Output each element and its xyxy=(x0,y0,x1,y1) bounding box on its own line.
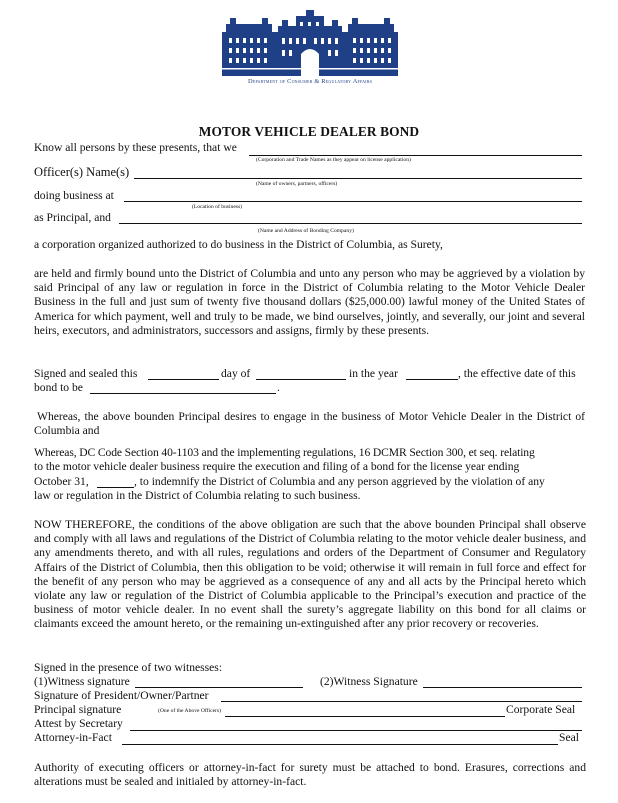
location-caption: (Location of business) xyxy=(192,204,243,210)
authority-paragraph: Authority of executing officers or attorney-in-fact for surety must be attached to bond. Erasures, corrections and alterations must be sealed and initialed by attorney-in-fact. xyxy=(34,761,586,789)
witness-1-label: (1)Witness signature xyxy=(34,675,130,688)
attest-label: Attest by Secretary xyxy=(34,717,123,730)
whereas-paragraph-1: Whereas, the above bounden Principal desires to engage in the business of Motor Vehicle Dealer in the District of Columbia and xyxy=(34,410,585,438)
effective-date-line[interactable] xyxy=(90,393,276,394)
as-principal-label: as Principal, and xyxy=(34,211,111,224)
principal-note: (One of the Above Officers) xyxy=(158,708,221,714)
bonding-company-line[interactable] xyxy=(119,223,582,224)
year-line[interactable] xyxy=(406,379,458,380)
president-label: Signature of President/Owner/Partner xyxy=(34,689,209,702)
held-bound-paragraph: are held and firmly bound unto the District of Columbia and unto any person who may be aggrieved by a violation by said Principal of any law or regulation in force in the District of Columbia relating to the Motor Vehicle Dealer Business in the full and just sum of twenty five thousand dollars ($25,000.00) lawful money of the United States of America for which payment, well and truly to be made, we bind ourselves, jointly, and severally, our joint and several heirs, executors, and administrators, successors and assigns, firmly by these presents. xyxy=(34,267,585,337)
attorney-line[interactable] xyxy=(122,744,558,745)
witness-2-label: (2)Witness Signature xyxy=(320,675,418,688)
agency-name: Department of Consumer & Regulatory Affairs xyxy=(248,78,372,85)
license-year-line[interactable] xyxy=(97,487,134,488)
bond-to-be-label: bond to be xyxy=(34,381,83,394)
building-logo-icon xyxy=(222,10,398,76)
doing-business-label: doing business at xyxy=(34,189,114,202)
whereas-2-line-4: law or regulation in the District of Columbia relating to such business. xyxy=(34,489,361,502)
location-line[interactable] xyxy=(124,201,582,202)
principal-label: Principal signature xyxy=(34,703,122,716)
in-year-label: in the year xyxy=(349,367,398,380)
effective-date-label: , the effective date of this xyxy=(458,367,576,380)
officers-line[interactable] xyxy=(134,178,582,179)
period: . xyxy=(277,381,280,394)
corporate-seal-label: Corporate Seal xyxy=(506,703,576,716)
whereas-2-line-3b: , to indemnify the District of Columbia and any person aggrieved by the violation of any xyxy=(134,475,545,488)
attest-line[interactable] xyxy=(130,730,582,731)
presence-label: Signed in the presence of two witnesses: xyxy=(34,661,223,674)
month-line[interactable] xyxy=(256,379,346,380)
document-title: MOTOR VEHICLE DEALER BOND xyxy=(198,124,420,139)
seal-label: Seal xyxy=(559,731,579,744)
corporation-name-line[interactable] xyxy=(249,155,582,156)
day-line[interactable] xyxy=(148,379,219,380)
signed-sealed-label: Signed and sealed this xyxy=(34,367,138,380)
principal-line[interactable] xyxy=(225,716,505,717)
whereas-2-line-2: to the motor vehicle dealer business require the execution and filing of a bond for the license year ending xyxy=(34,460,520,473)
president-line[interactable] xyxy=(221,701,582,702)
corporation-caption: (Corporation and Trade Names as they appear on license application) xyxy=(256,157,411,163)
officers-caption: (Name of owners, partners, officers) xyxy=(256,181,338,187)
whereas-2-line-3a: October 31, xyxy=(34,475,89,488)
surety-line: a corporation organized authorized to do business in the District of Columbia, as Surety, xyxy=(34,238,443,251)
now-therefore-paragraph: NOW THEREFORE, the conditions of the above obligation are such that the above bounden Principal shall observe and comply with all laws and regulations of the District of Columbia relating to the motor vehicle dealer business, and any amendments thereto, and with all rules, regulations and orders of the Department of Consumer and Regulatory Affairs of the District of Columbia, then this obligation to be void; otherwise it will remain in full force and effect for the benefit of any person who may be aggrieved as a consequence of any and all acts by the Principal hereto which violate any law or regulation of the District of Columbia applicable to the Principal’s execution and practice of the business of motor vehicle dealer. In no event shall the surety’s aggregate liability on this bond for all claims or claimants exceed the amount hereto, or the remaining un-extinguished after any prior recovery or recoveries. xyxy=(34,518,586,631)
witness-2-line[interactable] xyxy=(423,687,582,688)
agency-logo xyxy=(222,10,398,90)
bonding-caption: (Name and Address of Bonding Company) xyxy=(258,228,354,234)
witness-1-line[interactable] xyxy=(135,687,303,688)
officers-label: Officer(s) Name(s) xyxy=(34,165,130,179)
know-all-label: Know all persons by these presents, that we xyxy=(34,141,237,154)
whereas-2-line-1: Whereas, DC Code Section 40-1103 and the implementing regulations, 16 DCMR Section 300, et seq. relating xyxy=(34,446,535,459)
attorney-label: Attorney-in-Fact xyxy=(34,731,112,744)
day-of-label: day of xyxy=(221,367,251,380)
